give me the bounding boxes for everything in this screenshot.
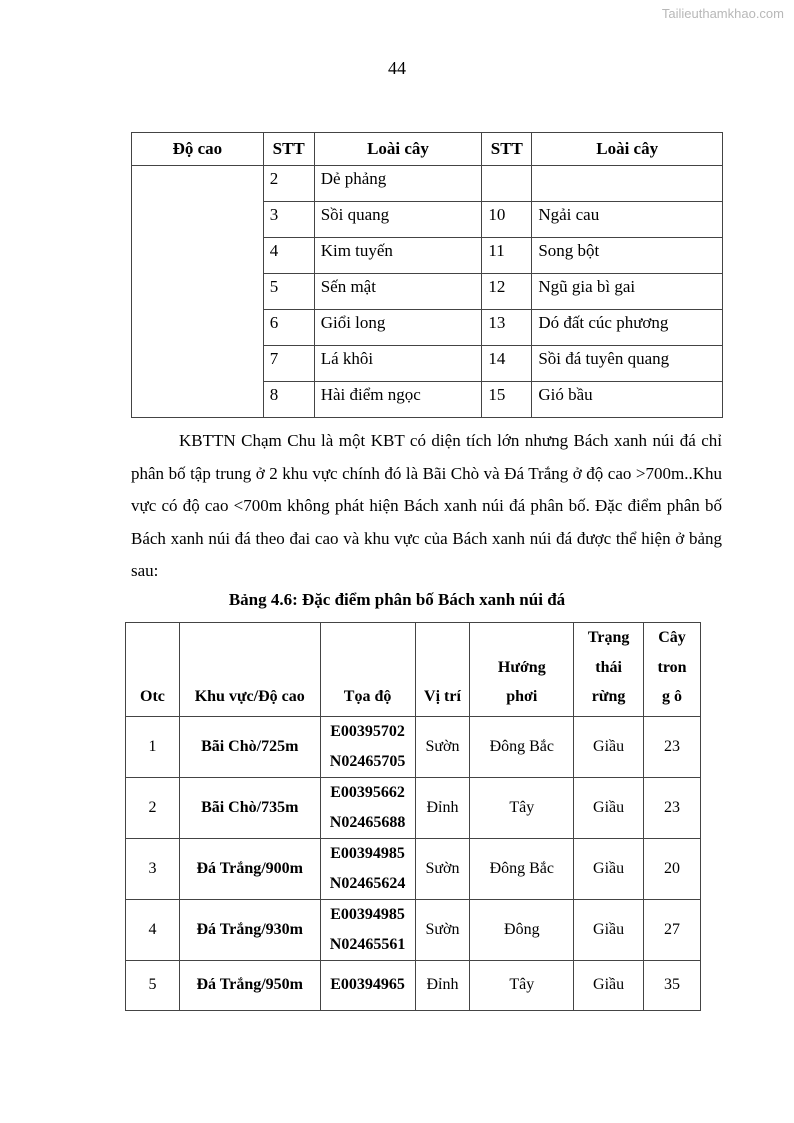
table-cell: 4 <box>126 899 180 960</box>
table-cell: Bãi Chò/735m <box>179 777 320 838</box>
table-cell: Đỉnh <box>415 960 470 1010</box>
table-cell: Giầu <box>574 777 644 838</box>
table-cell: 11 <box>482 238 532 274</box>
header-cell: STT <box>482 133 532 166</box>
table-cell: 5 <box>126 960 180 1010</box>
table-cell: 13 <box>482 310 532 346</box>
table-cell: Tây <box>470 960 574 1010</box>
header-cell: Vị trí <box>415 623 470 717</box>
header-cell: Otc <box>126 623 180 717</box>
table-cell: 27 <box>644 899 701 960</box>
header-cell: Trạng thái rừng <box>574 623 644 717</box>
table-row <box>126 777 701 838</box>
header-cell: Cây tron g ô <box>644 623 701 717</box>
table-cell: 2 <box>263 166 314 202</box>
table-cell: Đông Bắc <box>470 838 574 899</box>
table-cell: Sườn <box>415 899 470 960</box>
table-cell: Đá Trắng/900m <box>179 838 320 899</box>
table-caption: Bảng 4.6: Đặc điểm phân bố Bách xanh núi đá <box>228 590 566 609</box>
table-cell: Bãi Chò/725m <box>179 716 320 777</box>
table-cell: 12 <box>482 274 532 310</box>
table-cell: 6 <box>263 310 314 346</box>
header-cell: Loài cây <box>314 133 482 166</box>
table-cell: 5 <box>263 274 314 310</box>
altitude-cell <box>132 166 264 418</box>
table-cell: Hài điểm ngọc <box>314 382 482 418</box>
table-cell: 23 <box>644 777 701 838</box>
distribution-table <box>125 622 701 1011</box>
table-cell: Kim tuyến <box>314 238 482 274</box>
table-cell: 4 <box>263 238 314 274</box>
table-cell: 23 <box>644 716 701 777</box>
table-header-row <box>126 623 701 717</box>
table-cell: Lá khôi <box>314 346 482 382</box>
table-header-row <box>132 133 723 166</box>
table-cell: E00395702 N02465705 <box>320 716 415 777</box>
table-cell: 3 <box>126 838 180 899</box>
table-row <box>126 716 701 777</box>
table-cell: Dẻ phảng <box>314 166 482 202</box>
table-cell: Đá Trắng/930m <box>179 899 320 960</box>
table-row <box>132 166 723 202</box>
table-cell: 1 <box>126 716 180 777</box>
table-cell: Sồi quang <box>314 202 482 238</box>
table-cell: 14 <box>482 346 532 382</box>
table-cell: Song bột <box>532 238 723 274</box>
table-cell: Dó đất cúc phương <box>532 310 723 346</box>
species-table <box>131 132 723 418</box>
table-cell: 20 <box>644 838 701 899</box>
table-row <box>126 899 701 960</box>
header-cell: Hướng phơi <box>470 623 574 717</box>
table-cell: Sến mật <box>314 274 482 310</box>
header-cell: Độ cao <box>132 133 264 166</box>
table-cell: Giổi long <box>314 310 482 346</box>
table-cell: 15 <box>482 382 532 418</box>
table-cell: Tây <box>470 777 574 838</box>
table-cell: 8 <box>263 382 314 418</box>
header-cell: Tọa độ <box>320 623 415 717</box>
table-cell: Đỉnh <box>415 777 470 838</box>
table-cell: Giầu <box>574 960 644 1010</box>
table-cell: Giầu <box>574 838 644 899</box>
table-cell: Giầu <box>574 716 644 777</box>
table-cell: 10 <box>482 202 532 238</box>
header-cell: STT <box>263 133 314 166</box>
table-cell: Ngũ gia bì gai <box>532 274 723 310</box>
table-cell: Đông <box>470 899 574 960</box>
table-cell: 2 <box>126 777 180 838</box>
table-cell: Đá Trắng/950m <box>179 960 320 1010</box>
table-cell: Sườn <box>415 838 470 899</box>
table-row <box>126 960 701 1010</box>
table-cell: Đông Bắc <box>470 716 574 777</box>
table-row <box>126 838 701 899</box>
table-cell: E00394985 N02465624 <box>320 838 415 899</box>
table-cell <box>532 166 723 202</box>
table-cell: Giầu <box>574 899 644 960</box>
header-cell: Loài cây <box>532 133 723 166</box>
watermark: Tailieuthamkhao.com <box>661 6 784 21</box>
table-cell <box>482 166 532 202</box>
table-cell: 3 <box>263 202 314 238</box>
table-cell: Sồi đá tuyên quang <box>532 346 723 382</box>
table-cell: E00394985 N02465561 <box>320 899 415 960</box>
table-cell: Sườn <box>415 716 470 777</box>
table-cell: 35 <box>644 960 701 1010</box>
body-paragraph: KBTTN Chạm Chu là một KBT có diện tích lớn nhưng Bách xanh núi đá chỉ phân bố tập trung ở 2 khu vực chính đó là Bãi Chò và Đá Trắng ở độ cao >700m..Khu vực có độ cao <700m không phát hiện Bách xanh núi đá phân bố. Đặc điểm phân bố Bách xanh núi đá theo đai cao và khu vực của Bách xanh núi đá được thể hiện ở bảng sau: <box>131 431 722 580</box>
table-cell: Gió bầu <box>532 382 723 418</box>
page-number: 44 <box>388 58 406 78</box>
header-cell: Khu vực/Độ cao <box>179 623 320 717</box>
table-cell: E00395662 N02465688 <box>320 777 415 838</box>
table-cell: 7 <box>263 346 314 382</box>
table-cell: Ngải cau <box>532 202 723 238</box>
table-cell: E00394965 <box>320 960 415 1010</box>
